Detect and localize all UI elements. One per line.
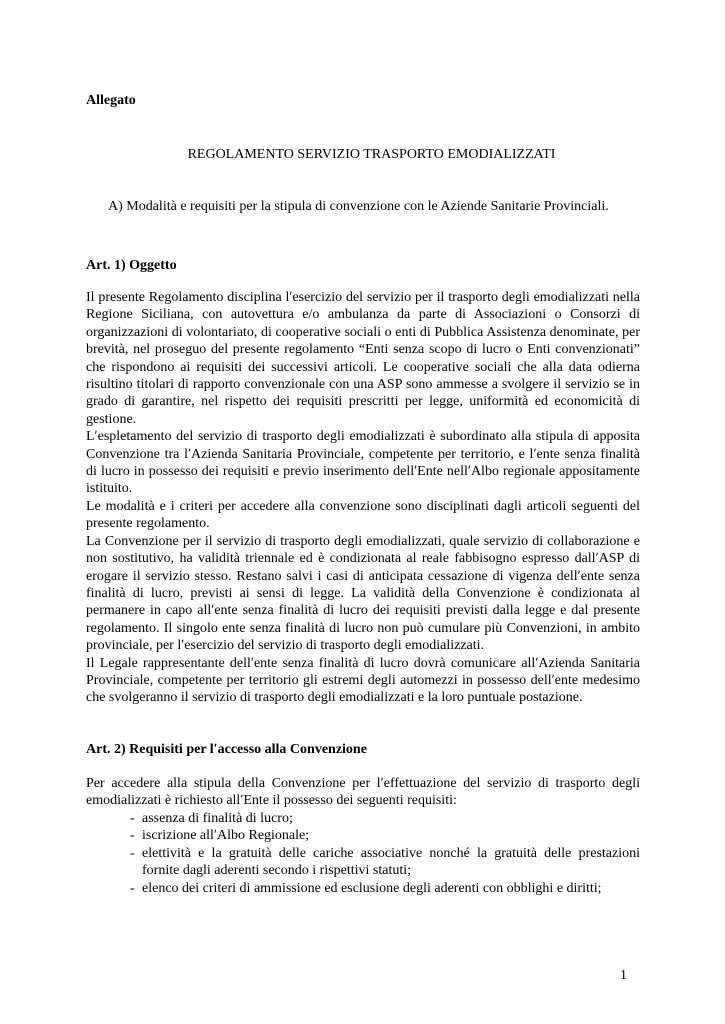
annex-label: Allegato	[86, 93, 136, 108]
requirement-text: assenza di finalità di lucro;	[142, 811, 293, 826]
art1-paragraph: Lʹespletamento del servizio di trasporto degli emodializzati è subordinato alla stipula di apposita Convenzione tra lʹAzienda Sanitaria Provinciale, competente per territorio, e lʹente senza finalità di lucro in possesso dei requisiti e previo inserimento dellʹEnte nellʹAlbo regionale appositamente istituito.	[86, 429, 640, 497]
list-item	[130, 827, 640, 844]
art1-body	[86, 289, 640, 707]
section-a-heading: A) Modalità e requisiti per la stipula di convenzione con le Aziende Sanitarie Provinciali.	[108, 199, 609, 214]
list-item	[130, 810, 640, 827]
dash-bullet: -	[130, 828, 135, 844]
regulation-title: REGOLAMENTO SERVIZIO TRASPORTO EMODIALIZZATI	[187, 147, 556, 162]
requirement-text: elenco dei criteri di ammissione ed esclusione degli aderenti con obblighi e diritti;	[142, 880, 602, 896]
dash-bullet: -	[130, 811, 135, 826]
art1-paragraph: Il Legale rappresentante dellʹente senza finalità di lucro dovrà comunicare allʹAzienda Sanitaria Provinciale, competente per territorio gli estremi degli automezzi in possesso dellʹente medesimo che svolgeranno il servizio di trasporto degli emodializzati e la loro puntuale postazione.	[86, 655, 640, 706]
art1-heading: Art. 1) Oggetto	[86, 258, 177, 273]
art2-intro: Per accedere alla stipula della Convenzione per lʹeffettuazione del servizio di trasporto degli emodializzati è richiesto allʹEnte il possesso dei seguenti requisiti:	[86, 776, 640, 809]
list-item	[130, 880, 640, 897]
requirement-text: iscrizione allʹAlbo Regionale;	[142, 828, 310, 844]
art1-paragraph: Le modalità e i criteri per accedere alla convenzione sono disciplinati dagli articoli seguenti del presente regolamento.	[86, 498, 640, 532]
requirement-text: elettività e la gratuità delle cariche associative nonché la gratuità delle prestazioni fornite dagli aderenti secondo i rispettivi statuti;	[142, 845, 640, 879]
art1-paragraph: La Convenzione per il servizio di trasporto degli emodializzati, quale servizio di collaborazione e non sostitutivo, ha validità triennale ed è condizionata al reale fabbisogno espresso dallʹASP di erogare il servizio stesso. Restano salvi i casi di anticipata cessazione di vigenza dellʹente senza finalità di lucro, previsti ai sensi di legge. La validità della Convenzione è condizionata al permanere in capo allʹente senza finalità di lucro dei requisiti previsti dalla legge e dal presente regolamento. Il singolo ente senza finalità di lucro non può cumulare più Convenzioni, in ambito provinciale, per lʹesercizio del servizio di trasporto degli emodializzati.	[86, 533, 640, 654]
page-number: 1	[620, 968, 627, 983]
art1-paragraph: Il presente Regolamento disciplina lʹesercizio del servizio per il trasporto degli emodializzati nella Regione Siciliana, con autovettura e/o ambulanza da parte di Associazioni o Consorzi di organizzazioni di volontariato, di cooperative sociali o enti di Pubblica Assistenza denominate, per brevità, nel proseguo del presente regolamento “Enti senza scopo di lucro o Enti convenzionati” che rispondono ai requisiti dei successivi articoli. Le cooperative sociali che alla data odierna risultino titolari di rapporto convenzionale con una ASP sono ammesse a svolgere il servizio se in grado di garantire, nel rispetto dei requisiti prescritti per legge, uniformità ed economicità di gestione.	[86, 290, 640, 427]
dash-bullet: -	[130, 845, 135, 861]
art2-heading: Art. 2) Requisiti per lʹaccesso alla Convenzione	[86, 742, 367, 757]
list-item	[130, 845, 640, 880]
requirements-list	[130, 810, 640, 897]
dash-bullet: -	[130, 880, 135, 896]
